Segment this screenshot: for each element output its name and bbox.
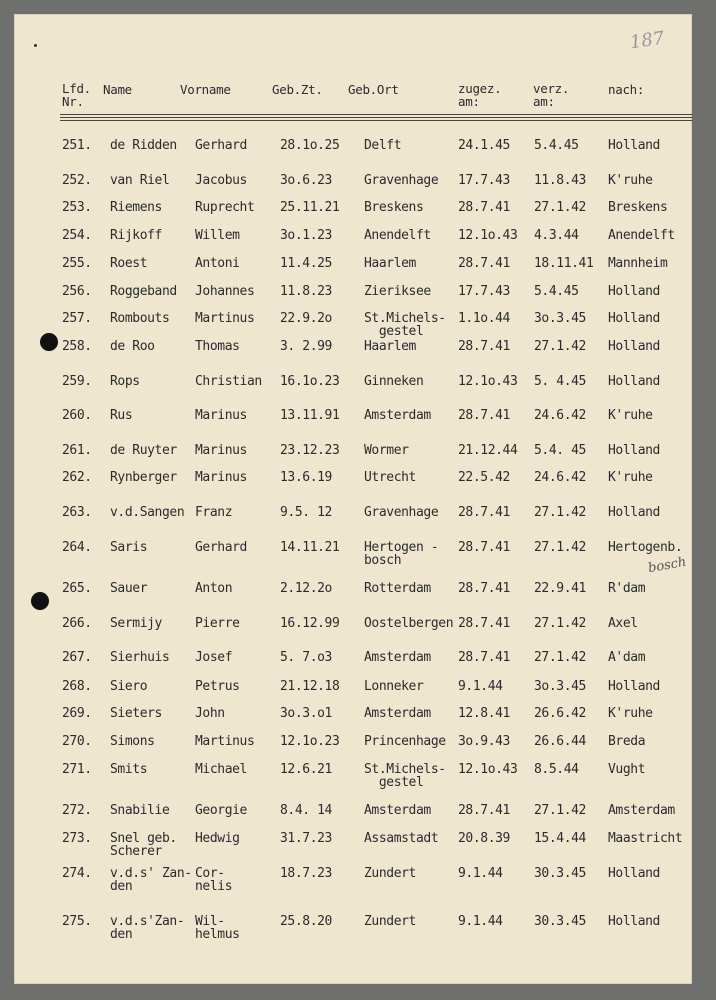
table-row [0,832,716,862]
cell-nach: Breda [608,734,646,749]
cell-vorname: Georgie [195,803,247,818]
cell-zug: 1.1o.44 [458,311,510,326]
table-row [0,340,716,370]
cell-vorname: Franz [195,505,233,520]
cell-geb: 12.6.21 [280,762,332,777]
cell-geb: 3o.6.23 [280,173,332,188]
cell-vorname: Gerhard [195,540,247,555]
cell-verz: 27.1.42 [534,505,586,520]
cell-geb: 23.12.23 [280,443,340,458]
cell-ort: Oostelbergen [364,616,454,631]
cell-verz: 4.3.44 [534,228,579,243]
cell-nr: 269. [62,706,92,721]
cell-verz: 30.3.45 [534,866,586,881]
cell-ort: Princenhage [364,734,446,749]
cell-nr: 257. [62,311,92,326]
cell-ort: Rotterdam [364,581,431,596]
cell-name: Rombouts [110,311,170,326]
cell-zug: 28.7.41 [458,505,510,520]
cell-vorname: Hedwig [195,831,240,846]
cell-zug: 12.8.41 [458,706,510,721]
table-row [0,139,716,169]
table-row [0,582,716,612]
cell-name: Riemens [110,200,162,215]
cell-vorname: Thomas [195,339,240,354]
cell-ort: Amsterdam [364,650,431,665]
cell-verz: 15.4.44 [534,831,586,846]
cell-verz: 27.1.42 [534,650,586,665]
cell-zug: 9.1.44 [458,679,503,694]
cell-geb: 13.11.91 [280,408,340,423]
cell-ort: Hertogen - bosch [364,540,439,568]
cell-nr: 254. [62,228,92,243]
cell-zug: 3o.9.43 [458,734,510,749]
cell-name: Rus [110,408,133,423]
cell-nr: 275. [62,914,92,929]
cell-name: Snel geb. Scherer [110,831,177,859]
cell-geb: 18.7.23 [280,866,332,881]
cell-zug: 28.7.41 [458,200,510,215]
cell-nr: 266. [62,616,92,631]
cell-nr: 260. [62,408,92,423]
cell-verz: 5.4.45 [534,138,579,153]
cell-name: Simons [110,734,155,749]
cell-vorname: Michael [195,762,247,777]
cell-zug: 9.1.44 [458,866,503,881]
cell-name: Sierhuis [110,650,170,665]
table-row [0,707,716,737]
cell-geb: 3. 2.99 [280,339,332,354]
cell-nr: 252. [62,173,92,188]
table-row [0,506,716,536]
cell-nach: R'dam [608,581,646,596]
cell-vorname: John [195,706,225,721]
cell-vorname: Gerhard [195,138,247,153]
cell-ort: Gravenhage [364,173,439,188]
cell-verz: 27.1.42 [534,339,586,354]
cell-vorname: Martinus [195,734,255,749]
cell-nach: K'ruhe [608,706,653,721]
cell-verz: 24.6.42 [534,408,586,423]
cell-geb: 28.1o.25 [280,138,340,153]
cell-verz: 5.4.45 [534,284,579,299]
header-nach: nach: [608,82,645,97]
cell-zug: 28.7.41 [458,616,510,631]
cell-ort: Utrecht [364,470,416,485]
cell-vorname: Marinus [195,408,247,423]
cell-name: Saris [110,540,148,555]
cell-name: Siero [110,679,148,694]
cell-nr: 261. [62,443,92,458]
cell-geb: 11.8.23 [280,284,332,299]
table-row [0,312,716,342]
cell-name: van Riel [110,173,170,188]
cell-nr: 256. [62,284,92,299]
cell-nr: 267. [62,650,92,665]
cell-name: de Roo [110,339,155,354]
cell-zug: 12.1o.43 [458,762,518,777]
cell-verz: 26.6.42 [534,706,586,721]
cell-zug: 21.12.44 [458,443,518,458]
cell-name: Roggeband [110,284,177,299]
cell-zug: 28.7.41 [458,650,510,665]
cell-nach: A'dam [608,650,646,665]
cell-geb: 13.6.19 [280,470,332,485]
cell-geb: 14.11.21 [280,540,340,555]
header-gebzt: Geb.Zt. [272,82,323,97]
header-lfd: Lfd. Nr. [62,81,91,109]
cell-geb: 8.4. 14 [280,803,332,818]
header-rule-3 [60,120,692,121]
cell-nr: 274. [62,866,92,881]
cell-ort: Haarlem [364,256,416,271]
cell-name: v.d.s'Zan- den [110,914,185,942]
cell-ort: Amsterdam [364,408,431,423]
table-row [0,867,716,897]
cell-name: de Ridden [110,138,177,153]
cell-nach: Holland [608,374,660,389]
cell-nach: Holland [608,311,660,326]
cell-ort: St.Michels- gestel [364,311,446,339]
cell-ort: Wormer [364,443,409,458]
cell-nr: 272. [62,803,92,818]
cell-verz: 3o.3.45 [534,679,586,694]
cell-verz: 27.1.42 [534,803,586,818]
table-row [0,409,716,439]
cell-verz: 3o.3.45 [534,311,586,326]
cell-ort: Amsterdam [364,706,431,721]
cell-nr: 262. [62,470,92,485]
cell-nach: Holland [608,284,660,299]
cell-geb: 9.5. 12 [280,505,332,520]
cell-nach: K'ruhe [608,173,653,188]
cell-nr: 255. [62,256,92,271]
table-row [0,541,716,571]
cell-vorname: Jacobus [195,173,247,188]
cell-nr: 258. [62,339,92,354]
cell-vorname: Willem [195,228,240,243]
cell-ort: Assamstadt [364,831,439,846]
header-name: Name [103,82,132,97]
cell-nach: Holland [608,866,660,881]
cell-name: Smits [110,762,148,777]
cell-geb: 2.12.2o [280,581,332,596]
cell-name: Rijkoff [110,228,162,243]
cell-verz: 27.1.42 [534,616,586,631]
cell-vorname: Pierre [195,616,240,631]
cell-nr: 270. [62,734,92,749]
cell-ort: Zundert [364,914,416,929]
cell-nach: Anendelft [608,228,675,243]
cell-ort: Delft [364,138,402,153]
cell-nach: Hertogenb. [608,540,683,555]
cell-zug: 28.7.41 [458,581,510,596]
cell-nach: Holland [608,505,660,520]
cell-verz: 18.11.41 [534,256,594,271]
cell-ort: Amsterdam [364,803,431,818]
cell-nach: K'ruhe [608,470,653,485]
header-rule-1 [60,114,692,115]
cell-vorname: Marinus [195,470,247,485]
header-rule-2 [60,117,692,118]
cell-zug: 24.1.45 [458,138,510,153]
cell-geb: 12.1o.23 [280,734,340,749]
cell-ort: Ginneken [364,374,424,389]
cell-zug: 12.1o.43 [458,374,518,389]
cell-nach: Mannheim [608,256,668,271]
cell-verz: 24.6.42 [534,470,586,485]
header-vorname: Vorname [180,82,231,97]
cell-nach: Vught [608,762,646,777]
cell-geb: 3o.1.23 [280,228,332,243]
table-row [0,915,716,945]
cell-ort: St.Michels- gestel [364,762,446,790]
cell-nr: 264. [62,540,92,555]
cell-zug: 17.7.43 [458,173,510,188]
cell-nach: Amsterdam [608,803,675,818]
table-row [0,763,716,793]
cell-ort: Lonneker [364,679,424,694]
cell-geb: 16.12.99 [280,616,340,631]
cell-nach: Breskens [608,200,668,215]
cell-vorname: Christian [195,374,262,389]
cell-verz: 26.6.44 [534,734,586,749]
cell-name: Sauer [110,581,148,596]
cell-nach: Holland [608,914,660,929]
cell-verz: 22.9.41 [534,581,586,596]
cell-geb: 31.7.23 [280,831,332,846]
cell-ort: Anendelft [364,228,431,243]
table-row [0,804,716,834]
cell-verz: 8.5.44 [534,762,579,777]
cell-zug: 28.7.41 [458,256,510,271]
cell-name: Roest [110,256,148,271]
cell-name: Sermijy [110,616,162,631]
cell-zug: 28.7.41 [458,339,510,354]
cell-geb: 21.12.18 [280,679,340,694]
table-row [0,257,716,287]
cell-nr: 263. [62,505,92,520]
cell-nach: K'ruhe [608,408,653,423]
cell-verz: 11.8.43 [534,173,586,188]
cell-vorname: Martinus [195,311,255,326]
cell-nach: Holland [608,339,660,354]
cell-nach: Holland [608,679,660,694]
table-row [0,375,716,405]
cell-zug: 12.1o.43 [458,228,518,243]
cell-zug: 28.7.41 [458,540,510,555]
cell-verz: 30.3.45 [534,914,586,929]
pencil-page-number: 187 [628,27,666,54]
cell-nach: Maastricht [608,831,683,846]
cell-vorname: Ruprecht [195,200,255,215]
cell-vorname: Johannes [195,284,255,299]
table-row [0,201,716,231]
header-zugez: zugez. am: [458,81,502,109]
cell-zug: 20.8.39 [458,831,510,846]
cell-vorname: Cor- nelis [195,866,233,894]
cell-nr: 271. [62,762,92,777]
cell-name: de Ruyter [110,443,177,458]
cell-geb: 25.8.20 [280,914,332,929]
cell-geb: 5. 7.o3 [280,650,332,665]
cell-zug: 9.1.44 [458,914,503,929]
cell-vorname: Josef [195,650,233,665]
cell-verz: 5.4. 45 [534,443,586,458]
cell-nr: 251. [62,138,92,153]
cell-ort: Haarlem [364,339,416,354]
handwritten-annotation: bosch [646,554,688,577]
cell-nr: 265. [62,581,92,596]
cell-nach: Holland [608,138,660,153]
table-row [0,617,716,647]
cell-vorname: Anton [195,581,233,596]
table-row [0,651,716,681]
cell-ort: Breskens [364,200,424,215]
header-verz: verz. am: [533,81,570,109]
cell-ort: Zundert [364,866,416,881]
cell-name: Rops [110,374,140,389]
cell-vorname: Antoni [195,256,240,271]
table-row [0,471,716,501]
cell-name: v.d.Sangen [110,505,185,520]
cell-nr: 259. [62,374,92,389]
table-row [0,735,716,765]
cell-nach: Holland [608,443,660,458]
cell-verz: 5. 4.45 [534,374,586,389]
cell-geb: 25.11.21 [280,200,340,215]
cell-zug: 28.7.41 [458,408,510,423]
cell-geb: 3o.3.o1 [280,706,332,721]
cell-ort: Gravenhage [364,505,439,520]
cell-nr: 273. [62,831,92,846]
cell-zug: 22.5.42 [458,470,510,485]
cell-vorname: Marinus [195,443,247,458]
cell-geb: 11.4.25 [280,256,332,271]
cell-zug: 17.7.43 [458,284,510,299]
cell-vorname: Wil- helmus [195,914,240,942]
cell-nach: Axel [608,616,638,631]
cell-geb: 22.9.2o [280,311,332,326]
cell-zug: 28.7.41 [458,803,510,818]
cell-name: Rynberger [110,470,177,485]
header-gebort: Geb.Ort [348,82,399,97]
cell-name: Sieters [110,706,162,721]
cell-nr: 253. [62,200,92,215]
cell-name: v.d.s' Zan- den [110,866,192,894]
cell-verz: 27.1.42 [534,540,586,555]
cell-verz: 27.1.42 [534,200,586,215]
cell-geb: 16.1o.23 [280,374,340,389]
cell-ort: Zieriksee [364,284,431,299]
cell-vorname: Petrus [195,679,240,694]
cell-name: Snabilie [110,803,170,818]
cell-nr: 268. [62,679,92,694]
stray-dot [34,44,37,47]
table-row [0,229,716,259]
